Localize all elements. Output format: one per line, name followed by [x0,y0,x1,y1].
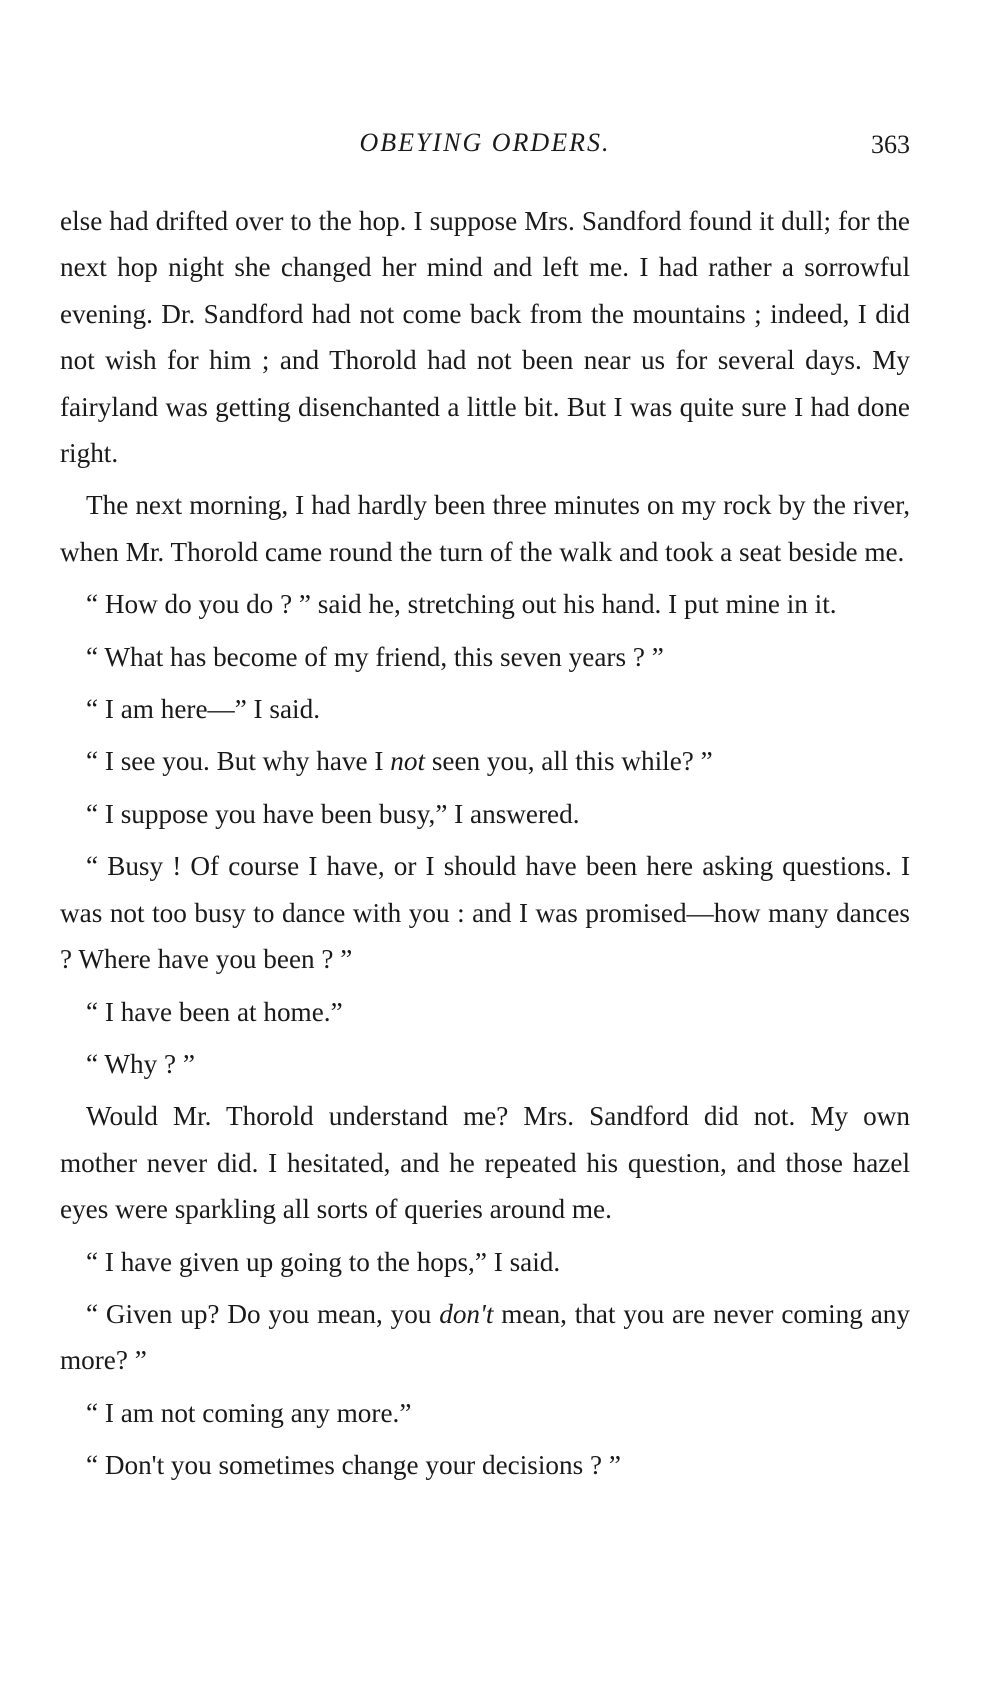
paragraph-6-emphasis: not [390,746,426,777]
paragraph-3: “ How do you do ? ” said he, stretching out his hand. I put mine in it. [86,589,837,620]
paragraph-10: “ Why ? ” [86,1048,195,1079]
paragraph-1: else had drifted over to the hop. I suppose Mrs. Sandford found it dull; for the next hop night she changed her mind and left me. I had rather a sorrowful evening. Dr. Sandford had not come back from the mountains ; indeed, I did not wish for him ; and Thorold had not been near us for several days. My fairyland was getting disenchanted a little bit. But I was quite sure I had done right. [60,206,910,469]
paragraph-13-emphasis: don't [439,1298,494,1329]
paragraph-13-pre: “ Given up? Do you mean, you [86,1298,440,1329]
paragraph-8: “ Busy ! Of course I have, or I should have been here asking questions. I was not too busy to dance with you : and I was promised—how many dances ? Where have you been ? ” [60,851,910,975]
paragraph-11: Would Mr. Thorold understand me? Mrs. Sandford did not. My own mother never did. I hesitated, and he repeated his question, and those hazel eyes were sparkling all sorts of queries around me. [60,1101,910,1225]
paragraph-6-pre: “ I see you. But why have I [86,746,391,777]
page-number: 363 [871,130,910,159]
chapter-title: OBEYING ORDERS. [359,128,611,157]
paragraph-6-post: seen you, all this while? ” [425,746,713,777]
paragraph-12: “ I have given up going to the hops,” I said. [86,1246,561,1277]
paragraph-13-post: mean, that you are never coming any more? ” [60,1298,910,1376]
paragraph-15: “ Don't you sometimes change your decisions ? ” [86,1450,621,1481]
paragraph-7: “ I suppose you have been busy,” I answered. [86,798,580,829]
running-head [60,128,910,168]
paragraph-6 [60,738,910,784]
body-text [60,198,910,1495]
paragraph-5: “ I am here—” I said. [86,694,321,725]
paragraph-2: The next morning, I had hardly been three minutes on my rock by the river, when Mr. Thorold came round the turn of the walk and took a seat beside me. [60,490,910,567]
paragraph-9: “ I have been at home.” [86,996,343,1027]
paragraph-13 [60,1291,910,1384]
paragraph-4: “ What has become of my friend, this seven years ? ” [86,641,664,672]
paragraph-14: “ I am not coming any more.” [86,1397,412,1428]
